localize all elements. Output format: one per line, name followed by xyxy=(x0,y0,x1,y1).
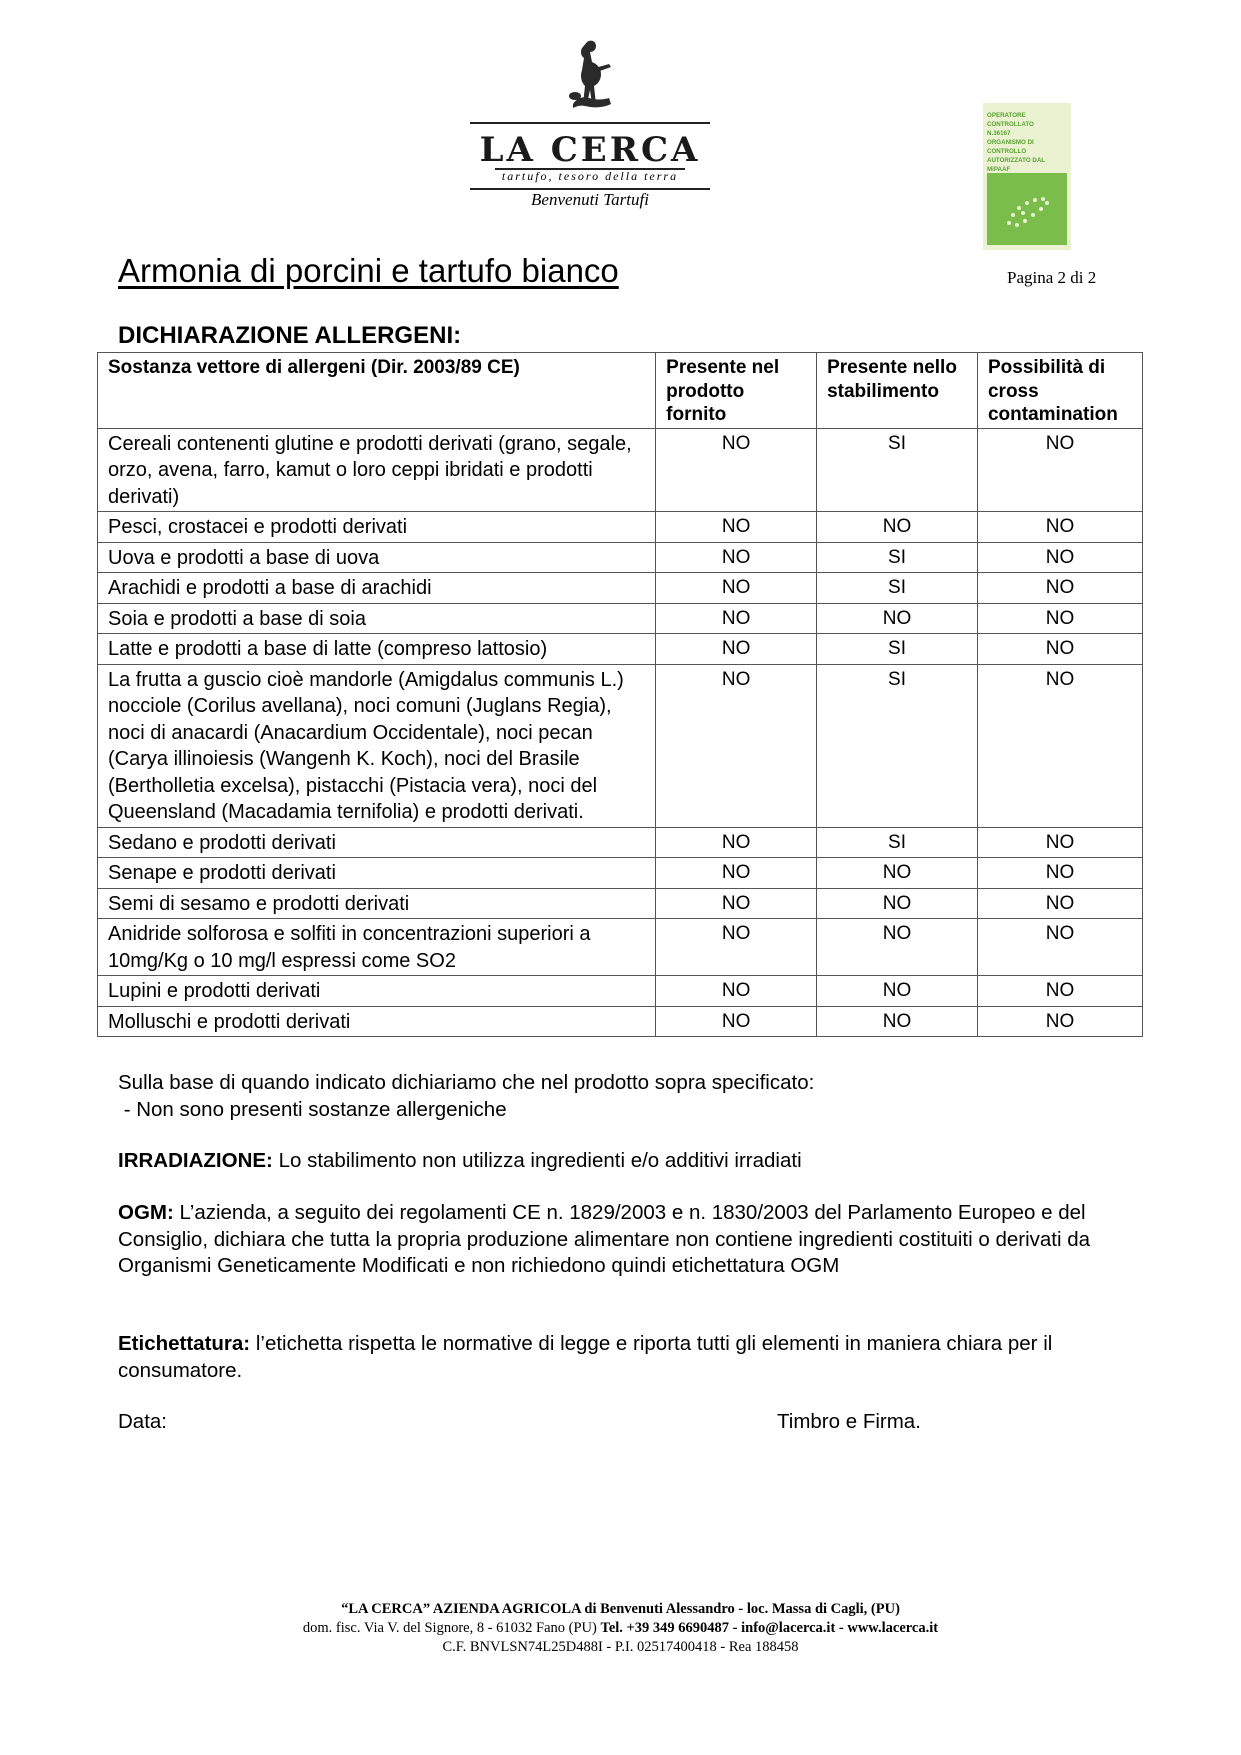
present-in-product-value: NO xyxy=(656,512,817,543)
present-in-product-value: NO xyxy=(656,664,817,827)
cross-contamination-value: NO xyxy=(977,858,1142,889)
present-in-product-value: NO xyxy=(656,603,817,634)
organic-certification-badge xyxy=(983,103,1071,250)
present-in-facility-value: NO xyxy=(817,858,978,889)
present-in-product-value: NO xyxy=(656,888,817,919)
cross-contamination-value: NO xyxy=(977,827,1142,858)
table-row xyxy=(98,634,1143,665)
cross-contamination-value: NO xyxy=(977,919,1142,976)
allergen-substance: La frutta a guscio cioè mandorle (Amigdalus communis L.) nocciole (Corilus avellana), noci comuni (Juglans Regia), noci di anacardi (Anacardium Occidentale), noci pecan (Carya illinoiesis (Wangenh K. Koch), noci del Brasile (Bertholletia excelsa), pistacchi (Pistacia vera), noci del Queensland (Macadamia ternifolia) e prodotti derivati. xyxy=(98,664,656,827)
declaration-result: - Non sono presenti sostanze allergeniche xyxy=(118,1097,507,1121)
table-row xyxy=(98,919,1143,976)
table-row xyxy=(98,976,1143,1007)
table-row xyxy=(98,428,1143,512)
header-present-in-facility: Presente nello stabilimento xyxy=(817,353,978,429)
present-in-product-value: NO xyxy=(656,634,817,665)
cross-contamination-value: NO xyxy=(977,664,1142,827)
company-logo xyxy=(470,38,710,220)
table-row xyxy=(98,573,1143,604)
present-in-product-value: NO xyxy=(656,428,817,512)
present-in-facility-value: NO xyxy=(817,976,978,1007)
present-in-facility-value: SI xyxy=(817,664,978,827)
allergen-table-body xyxy=(98,428,1143,1037)
ogm-paragraph xyxy=(118,1200,1118,1280)
present-in-facility-value: NO xyxy=(817,512,978,543)
etichettatura-paragraph xyxy=(118,1331,1118,1384)
present-in-facility-value: SI xyxy=(817,573,978,604)
footer-contacts: Tel. +39 349 6690487 - info@lacerca.it - www.lacerca.it xyxy=(600,1620,939,1636)
cross-contamination-value: NO xyxy=(977,573,1142,604)
cross-contamination-value: NO xyxy=(977,512,1142,543)
irradiazione-text: Lo stabilimento non utilizza ingredienti e/o additivi irradiati xyxy=(272,1149,802,1172)
company-footer xyxy=(0,1600,1241,1657)
footer-contact-line xyxy=(0,1619,1241,1638)
cross-contamination-value: NO xyxy=(977,603,1142,634)
document-title: Armonia di porcini e tartufo bianco xyxy=(118,252,619,289)
table-row xyxy=(98,512,1143,543)
present-in-product-value: NO xyxy=(656,827,817,858)
section-title: DICHIARAZIONE ALLERGENI: xyxy=(118,322,462,349)
certification-text: OPERATORE CONTROLLATO N.36167 ORGANISMO DI CONTROLLO AUTORIZZATO DAL MiPAAF xyxy=(987,112,1045,173)
stamp-signature-label: Timbro e Firma. xyxy=(777,1410,921,1433)
cross-contamination-value: NO xyxy=(977,976,1142,1007)
logo-signature: Benvenuti Tartufi xyxy=(531,190,649,209)
present-in-product-value: NO xyxy=(656,919,817,976)
etichettatura-label: Etichettatura: xyxy=(118,1332,251,1355)
table-row xyxy=(98,603,1143,634)
allergen-substance: Soia e prodotti a base di soia xyxy=(98,603,656,634)
header-cross-contamination: Possibilità di cross contamination xyxy=(977,353,1142,429)
present-in-facility-value: SI xyxy=(817,428,978,512)
footer-tax-line: C.F. BNVLSN74L25D488I - P.I. 02517400418 - Rea 188458 xyxy=(442,1639,799,1655)
allergen-substance: Anidride solforosa e solfiti in concentrazioni superiori a 10mg/Kg o 10 mg/l espressi come SO2 xyxy=(98,919,656,976)
present-in-product-value: NO xyxy=(656,542,817,573)
present-in-facility-value: NO xyxy=(817,1006,978,1037)
date-label: Data: xyxy=(118,1410,167,1433)
cross-contamination-value: NO xyxy=(977,634,1142,665)
logo-name: LA CERCA xyxy=(479,130,701,170)
present-in-product-value: NO xyxy=(656,573,817,604)
logo-tagline: tartufo, tesoro della terra xyxy=(501,169,679,183)
allergen-substance: Pesci, crostacei e prodotti derivati xyxy=(98,512,656,543)
cross-contamination-value: NO xyxy=(977,428,1142,512)
allergen-substance: Lupini e prodotti derivati xyxy=(98,976,656,1007)
present-in-product-value: NO xyxy=(656,976,817,1007)
irradiazione-label: IRRADIAZIONE: xyxy=(118,1149,273,1172)
eu-organic-leaf-icon xyxy=(987,173,1067,245)
footer-address: dom. fisc. Via V. del Signore, 8 - 61032 Fano (PU) xyxy=(302,1620,601,1636)
logo-rule-top xyxy=(470,122,710,124)
allergen-substance: Arachidi e prodotti a base di arachidi xyxy=(98,573,656,604)
table-row xyxy=(98,888,1143,919)
page-number: Pagina 2 di 2 xyxy=(1007,268,1097,287)
table-row xyxy=(98,827,1143,858)
etichettatura-text: l’etichetta rispetta le normative di legge e riporta tutti gli elementi in maniera chiara per il consumatore. xyxy=(118,1332,1053,1382)
declaration-line: Sulla base di quando indicato dichiariamo che nel prodotto sopra specificato: xyxy=(118,1071,815,1094)
allergen-substance: Latte e prodotti a base di latte (compreso lattosio) xyxy=(98,634,656,665)
cross-contamination-value: NO xyxy=(977,888,1142,919)
ogm-text: L’azienda, a seguito dei regolamenti CE n. 1829/2003 e n. 1830/2003 del Parlamento Europeo e del Consiglio, dichiara che tutta la propria produzione alimentare non contiene ingredienti costituiti o derivati da Organismi Geneticamente Modificati e non richiedono quindi etichettatura OGM xyxy=(118,1201,1091,1277)
allergen-substance: Semi di sesamo e prodotti derivati xyxy=(98,888,656,919)
truffle-hunter-illustration xyxy=(565,38,615,116)
present-in-facility-value: SI xyxy=(817,634,978,665)
table-row xyxy=(98,664,1143,827)
present-in-facility-value: NO xyxy=(817,919,978,976)
present-in-product-value: NO xyxy=(656,858,817,889)
footer-company-line: “LA CERCA” AZIENDA AGRICOLA di Benvenuti Alessandro - loc. Massa di Cagli, (PU) xyxy=(341,1601,900,1617)
allergen-substance: Uova e prodotti a base di uova xyxy=(98,542,656,573)
header-present-in-product: Presente nel prodotto fornito xyxy=(656,353,817,429)
present-in-product-value: NO xyxy=(656,1006,817,1037)
cross-contamination-value: NO xyxy=(977,1006,1142,1037)
present-in-facility-value: SI xyxy=(817,827,978,858)
declaration-paragraph xyxy=(118,1070,1128,1123)
table-row xyxy=(98,858,1143,889)
table-row xyxy=(98,542,1143,573)
header-substance: Sostanza vettore di allergeni (Dir. 2003/89 CE) xyxy=(98,353,656,429)
allergen-table xyxy=(97,352,1143,1037)
irradiazione-paragraph xyxy=(118,1148,1128,1175)
cross-contamination-value: NO xyxy=(977,542,1142,573)
allergen-substance: Senape e prodotti derivati xyxy=(98,858,656,889)
ogm-label: OGM: xyxy=(118,1201,174,1224)
table-header-row xyxy=(98,353,1143,429)
allergen-substance: Sedano e prodotti derivati xyxy=(98,827,656,858)
present-in-facility-value: NO xyxy=(817,888,978,919)
allergen-substance: Cereali contenenti glutine e prodotti derivati (grano, segale, orzo, avena, farro, kamut o loro ceppi ibridati e prodotti derivati) xyxy=(98,428,656,512)
allergen-substance: Molluschi e prodotti derivati xyxy=(98,1006,656,1037)
table-row xyxy=(98,1006,1143,1037)
present-in-facility-value: NO xyxy=(817,603,978,634)
present-in-facility-value: SI xyxy=(817,542,978,573)
